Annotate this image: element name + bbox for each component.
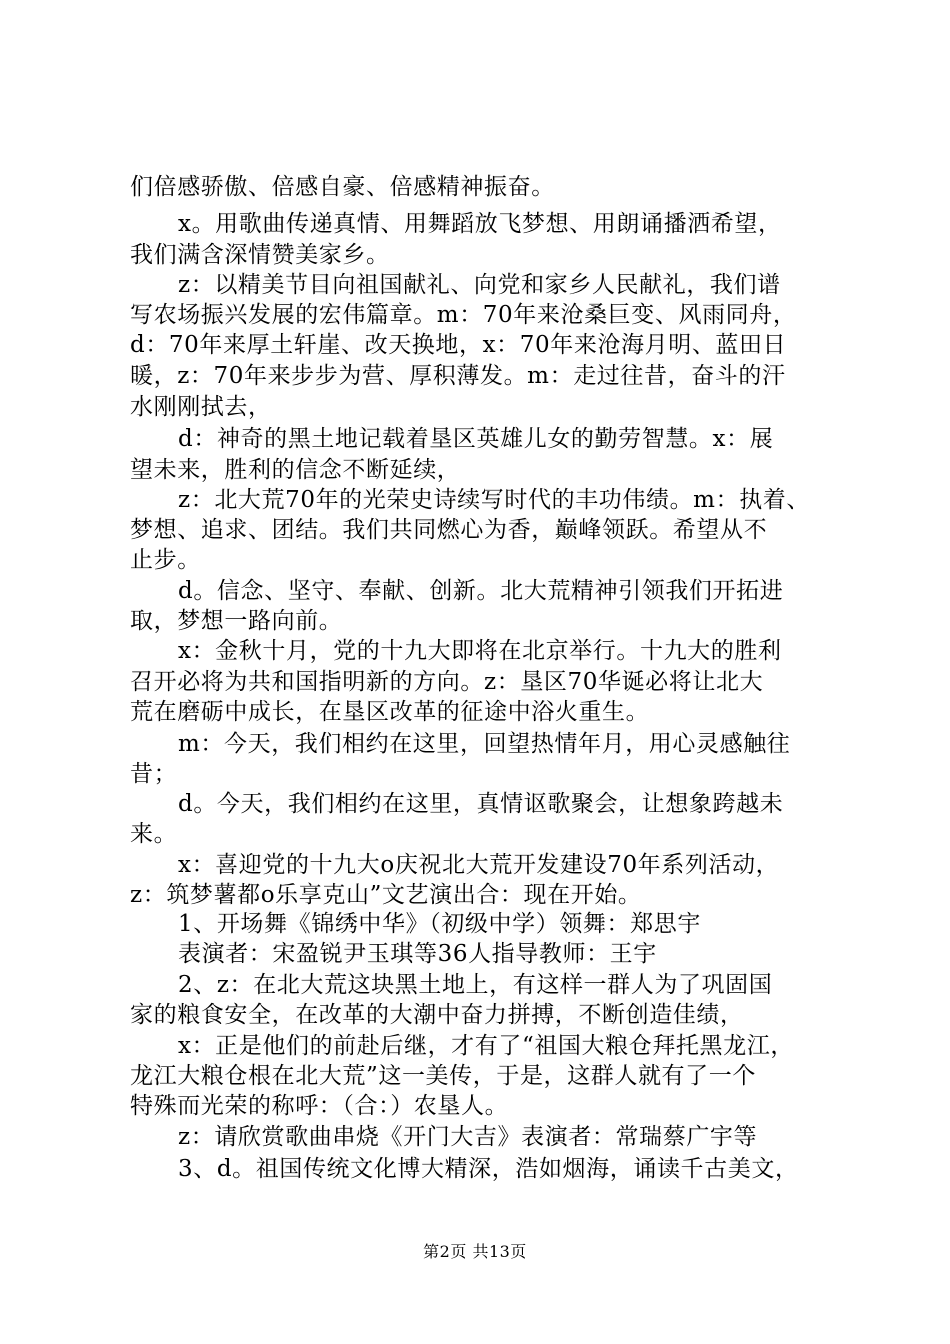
text-line: 写农场振兴发展的宏伟篇章。m：70年来沧桑巨变、风雨同舟， <box>130 302 797 328</box>
text-line: x。用歌曲传递真情、用舞蹈放飞梦想、用朗诵播洒希望， <box>178 211 782 237</box>
text-line: z：北大荒70年的光荣史诗续写时代的丰功伟绩。m：执着、 <box>178 487 810 513</box>
text-line: d。信念、坚守、奉献、创新。北大荒精神引领我们开拓进 <box>178 578 784 604</box>
text-line: z：以精美节目向祖国献礼、向党和家乡人民献礼，我们谱 <box>178 272 781 298</box>
text-line: 3、d。祖国传统文化博大精深，浩如烟海，诵读千古美文， <box>178 1156 799 1182</box>
text-line: x：喜迎党的十九大o庆祝北大荒开发建设70年系列活动， <box>178 852 780 878</box>
text-line: x：正是他们的前赴后继，才有了“祖国大粮仓拜托黑龙江， <box>178 1033 794 1059</box>
text-line: 召开必将为共和国指明新的方向。z：垦区70华诞必将让北大 <box>130 669 764 695</box>
text-line: d：70年来厚土轩崖、改天换地，x：70年来沧海月明、蓝田日 <box>130 332 787 358</box>
text-line: 表演者：宋盈锐尹玉琪等36人指导教师：王宇 <box>178 941 657 967</box>
text-line: 我们满含深情赞美家乡。 <box>130 242 390 268</box>
text-line: 龙江大粮仓根在北大荒”这一美传，于是，这群人就有了一个 <box>130 1063 756 1089</box>
text-line: d：神奇的黑土地记载着垦区英雄儿女的勤劳智慧。x：展 <box>178 426 774 452</box>
text-line: z：筑梦薯都o乐享克山”文艺演出合：现在开始。 <box>130 882 642 908</box>
text-line: z：请欣赏歌曲串烧《开门大吉》表演者：常瑞蔡广宇等 <box>178 1124 758 1150</box>
text-line: 梦想、追求、团结。我们共同燃心为香，巅峰领跃。希望从不 <box>130 517 768 543</box>
text-line: 来。 <box>130 821 178 847</box>
text-line: 水刚刚拭去， <box>130 394 272 420</box>
text-line: 家的粮食安全，在改革的大潮中奋力拼搏，不断创造佳绩， <box>130 1002 744 1028</box>
text-line: 2、z：在北大荒这块黑土地上，有这样一群人为了巩固国 <box>178 972 773 998</box>
text-line: 荒在磨砺中成长，在垦区改革的征途中浴火重生。 <box>130 699 650 725</box>
text-line: m：今天，我们相约在这里，回望热情年月，用心灵感触往 <box>178 731 791 757</box>
text-line: x：金秋十月，党的十九大即将在北京举行。十九大的胜利 <box>178 638 782 664</box>
text-line: 暖，z：70年来步步为营、厚积薄发。m：走过往昔，奋斗的汗 <box>130 363 786 389</box>
text-line: 1、开场舞《锦绣中华》（初级中学）领舞：郑思宇 <box>178 911 701 937</box>
text-line: 们倍感骄傲、倍感自豪、倍感精神振奋。 <box>130 174 555 200</box>
text-line: 昔； <box>130 761 178 787</box>
text-line: 特殊而光荣的称呼：（合：）农垦人。 <box>130 1093 509 1119</box>
text-line: 取，梦想一路向前。 <box>130 608 343 634</box>
text-line: 望未来，胜利的信念不断延续， <box>130 457 461 483</box>
text-line: d。今天，我们相约在这里，真情讴歌聚会，让想象跨越未 <box>178 791 784 817</box>
text-line: 止步。 <box>130 547 201 573</box>
page-number-footer: 第2页 共13页 <box>423 1242 527 1261</box>
